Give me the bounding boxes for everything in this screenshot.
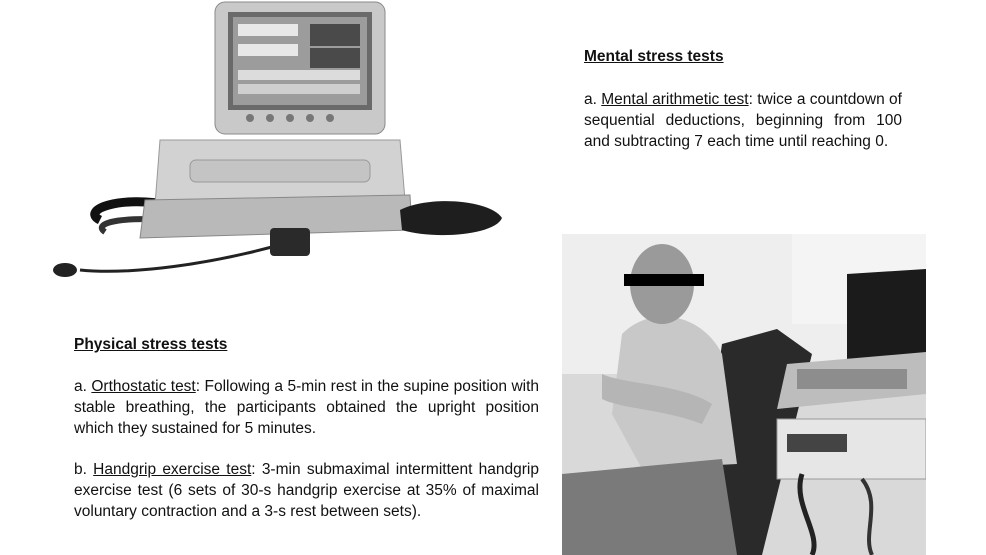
mental-a-body: : twice a countdown of sequential deductions, beginning from 100 and subtracting 7 each time until reaching 0. — [584, 91, 902, 150]
mental-item-a — [584, 89, 902, 152]
physical-heading: Physical stress tests — [74, 336, 228, 353]
physical-b-title: Handgrip exercise test — [93, 461, 252, 478]
physical-a-title: Orthostatic test — [91, 378, 196, 395]
physical-a-prefix: a. — [74, 378, 92, 395]
mental-heading: Mental stress tests — [584, 48, 724, 65]
monitoring-device-image — [40, 0, 510, 285]
mental-a-title: Mental arithmetic test — [601, 91, 749, 108]
participant-photo — [562, 234, 926, 555]
physical-b-body: : 3-min submaximal intermittent handgrip exercise test (6 sets of 30-s handgrip exercise at 35% of maximal voluntary contraction and a 3-s rest between sets). — [74, 461, 539, 520]
physical-item-b — [74, 459, 539, 522]
physical-b-prefix: b. — [74, 461, 94, 478]
mental-a-prefix: a. — [584, 91, 602, 108]
physical-a-body: : Following a 5-min rest in the supine position with stable breathing, the participants obtained the upright position which they sustained for 5 minutes. — [74, 378, 540, 437]
physical-item-a — [74, 376, 539, 439]
